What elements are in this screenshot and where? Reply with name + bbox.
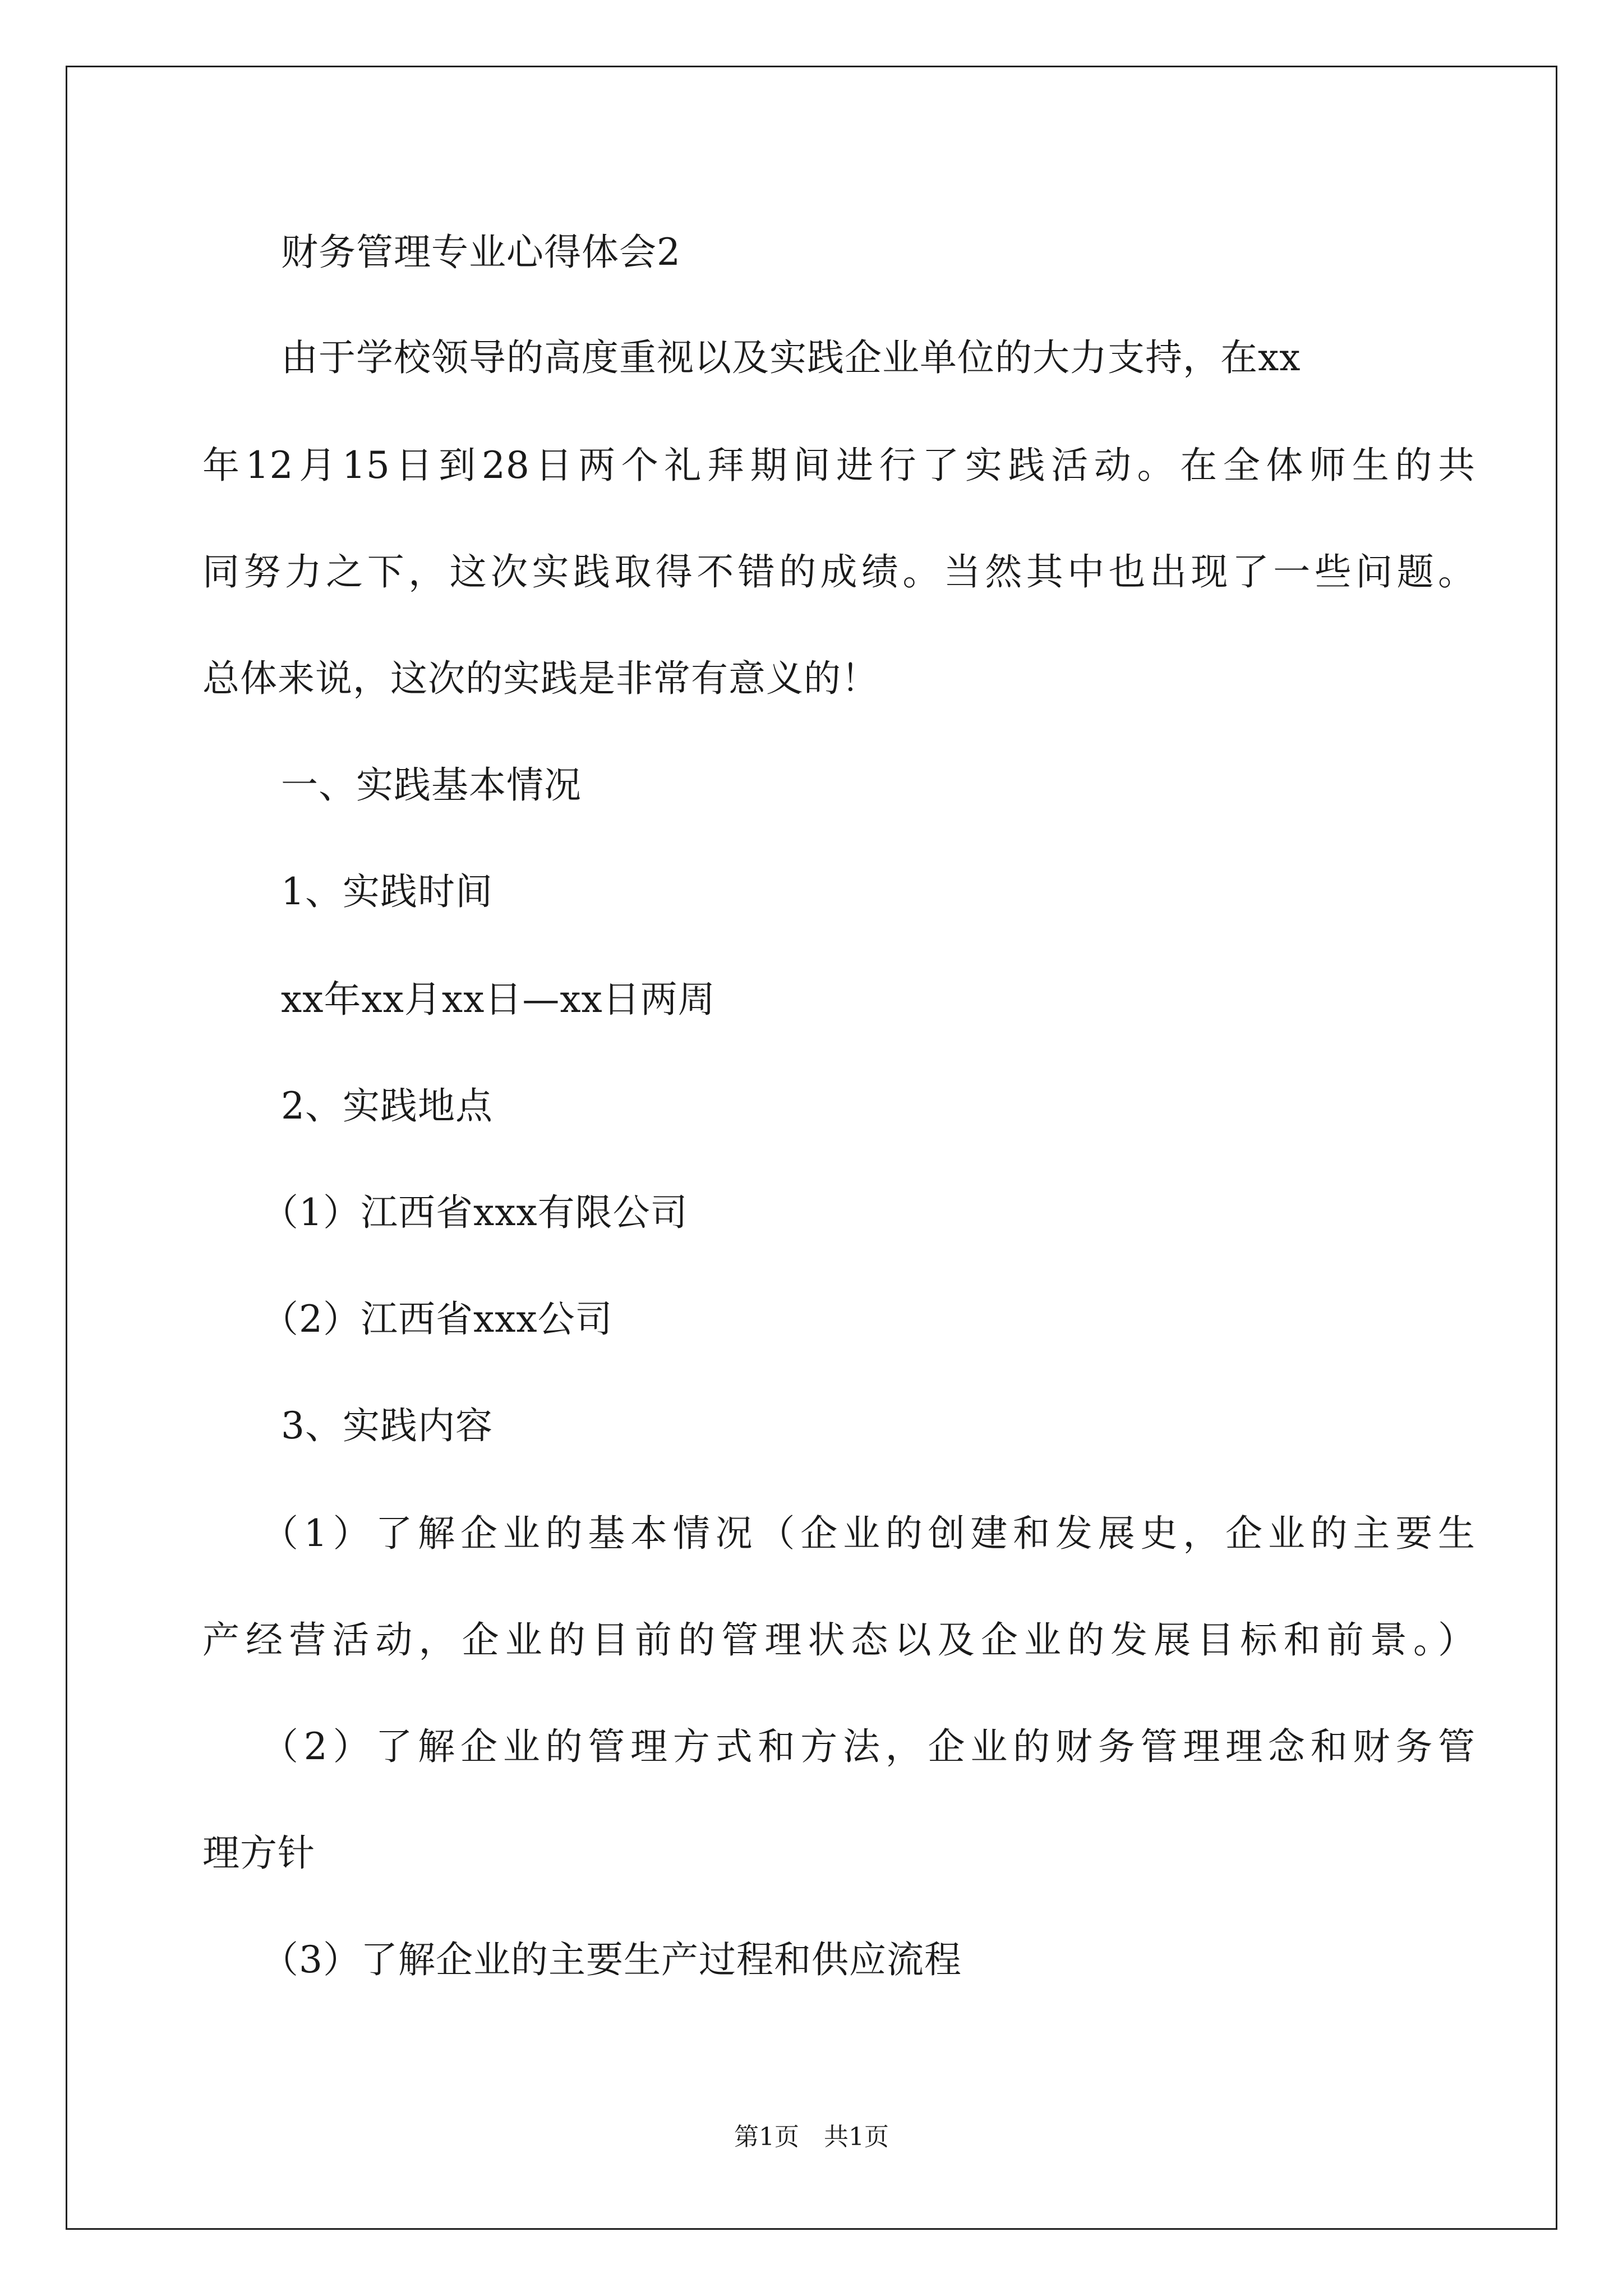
paragraph-line: 产经营活动，企业的目前的管理状态以及企业的发展目标和前景。） [202, 1618, 1476, 1662]
list-item: （2）江西省xxx公司 [261, 1297, 613, 1341]
subsection-heading: 2、实践地点 [281, 1084, 493, 1128]
paragraph-line: 理方针 [202, 1832, 315, 1875]
subsection-heading: 3、实践内容 [281, 1404, 493, 1447]
list-item: （1）江西省xxx有限公司 [261, 1191, 688, 1234]
paragraph-line: 同努力之下，这次实践取得不错的成绩。当然其中也出现了一些问题。 [202, 550, 1476, 593]
list-item: （2）了解企业的管理方式和方法，企业的财务管理理念和财务管 [261, 1725, 1476, 1768]
paragraph-line: 年12月15日到28日两个礼拜期间进行了实践活动。在全体师生的共 [202, 444, 1476, 487]
section-heading: 一、实践基本情况 [281, 763, 582, 807]
list-item: （3）了解企业的主要生产过程和供应流程 [261, 1938, 962, 1981]
subsection-heading: 1、实践时间 [281, 870, 493, 913]
document-title: 财务管理专业心得体会2 [281, 231, 681, 274]
paragraph-line: xx年xx月xx日—xx日两周 [281, 978, 716, 1021]
paragraph-line: 总体来说，这次的实践是非常有意义的！ [202, 657, 879, 700]
page-border [66, 66, 1557, 2230]
paragraph-line: 由于学校领导的高度重视以及实践企业单位的大力支持，在xx [281, 336, 1301, 379]
list-item: （1）了解企业的基本情况（企业的创建和发展史，企业的主要生 [261, 1512, 1476, 1555]
page-footer: 第1页 共1页 [734, 2123, 889, 2151]
